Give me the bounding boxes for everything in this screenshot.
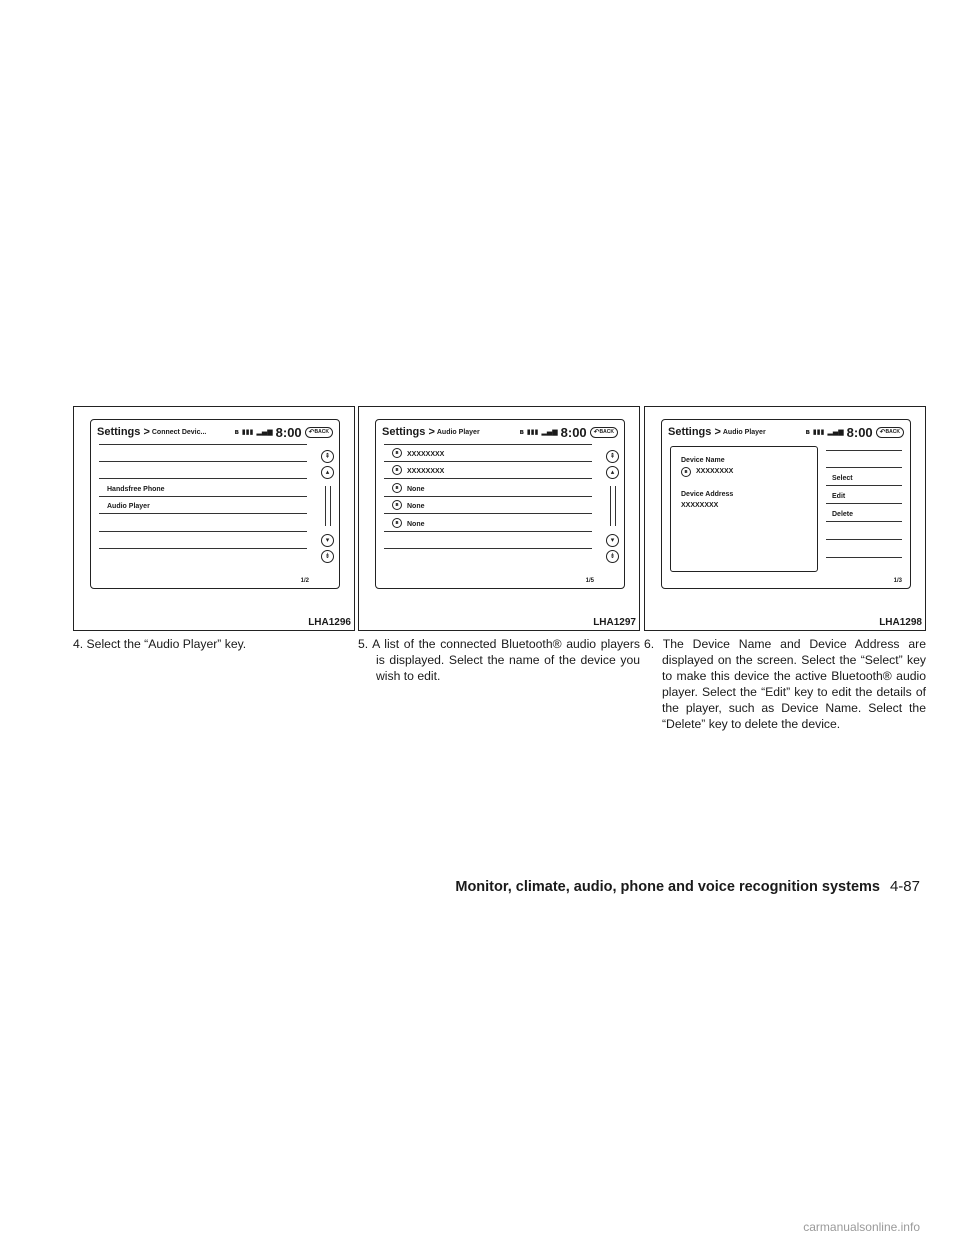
- list-item[interactable]: [99, 444, 307, 462]
- battery-icon: ▮▮▮: [526, 428, 539, 436]
- list-item[interactable]: [384, 444, 592, 462]
- device-name-row: [681, 466, 807, 477]
- option-blank[interactable]: [826, 450, 902, 468]
- figure-audio-player-list: [358, 406, 640, 631]
- scroll-top-icon[interactable]: ⇞: [606, 450, 619, 463]
- device-address-label: Device Address: [681, 491, 734, 498]
- list-item[interactable]: [384, 514, 592, 532]
- list-item[interactable]: [384, 462, 592, 480]
- caption-text: 4. Select the “Audio Player” key.: [73, 637, 247, 651]
- list-item-label: Handsfree Phone: [107, 485, 165, 493]
- select-button[interactable]: [826, 468, 902, 486]
- screen-display: [661, 419, 911, 589]
- edit-button[interactable]: [826, 486, 902, 504]
- back-arrow-icon: ↶: [593, 427, 600, 436]
- clock: 8:00: [275, 424, 302, 440]
- bluetooth-icon: ʙ: [392, 483, 402, 493]
- bluetooth-icon: ʙ: [392, 518, 402, 528]
- list-item-audio-player[interactable]: [99, 497, 307, 515]
- breadcrumb-main: Settings >: [668, 426, 721, 438]
- device-name-value: XXXXXXXX: [696, 468, 734, 475]
- scroll-controls: [606, 450, 620, 562]
- signal-icon: ▂▄▆: [827, 428, 844, 436]
- figure-code: LHA1296: [308, 617, 351, 628]
- list-item[interactable]: [99, 514, 307, 532]
- screen-header: [97, 424, 333, 440]
- bluetooth-icon: ʙ: [392, 448, 402, 458]
- back-label: BACK: [599, 428, 614, 435]
- list-item-label: None: [407, 520, 425, 528]
- bluetooth-icon: ʙ: [681, 467, 691, 477]
- list-item[interactable]: [384, 479, 592, 497]
- signal-icon: ▂▄▆: [256, 428, 273, 436]
- list-item-label: XXXXXXXX: [407, 450, 445, 458]
- option-blank[interactable]: [826, 540, 902, 558]
- device-list: [384, 444, 592, 570]
- bluetooth-icon: ʙ: [392, 465, 402, 475]
- scrollbar[interactable]: [325, 486, 331, 526]
- figure-connect-devices: [73, 406, 355, 631]
- page-indicator: 1/3: [893, 578, 902, 584]
- page-indicator: 1/5: [585, 578, 594, 584]
- list-item-handsfree-phone[interactable]: [99, 479, 307, 497]
- battery-icon: ▮▮▮: [241, 428, 254, 436]
- list-item-label: XXXXXXXX: [407, 468, 445, 475]
- breadcrumb-main: Settings >: [382, 426, 435, 438]
- list-item-label: Audio Player: [107, 503, 150, 510]
- figure-code: LHA1298: [879, 617, 922, 628]
- back-button[interactable]: [305, 427, 333, 438]
- scroll-bottom-icon[interactable]: ⇟: [321, 550, 334, 563]
- breadcrumb-sub: Audio Player: [436, 428, 480, 436]
- screen-display: [90, 419, 340, 589]
- device-info-panel: [670, 446, 818, 572]
- list-item[interactable]: [99, 462, 307, 480]
- scroll-up-icon[interactable]: ▴: [606, 466, 619, 479]
- back-label: BACK: [885, 428, 900, 435]
- signal-icon: ▂▄▆: [541, 428, 558, 436]
- battery-icon: ▮▮▮: [812, 428, 825, 436]
- bluetooth-icon: ʙ: [234, 428, 239, 436]
- back-arrow-icon: ↶: [879, 427, 886, 436]
- option-label: Select: [832, 475, 853, 482]
- back-button[interactable]: [876, 427, 904, 438]
- screen-header: [382, 424, 618, 440]
- status-bar: [805, 425, 904, 440]
- breadcrumb-main: Settings >: [97, 426, 150, 438]
- scrollbar[interactable]: [610, 486, 616, 526]
- breadcrumb-sub: Audio Player: [722, 428, 766, 436]
- screen-display: [375, 419, 625, 589]
- scroll-down-icon[interactable]: ▾: [606, 534, 619, 547]
- status-bar: [519, 425, 618, 440]
- clock: 8:00: [846, 424, 873, 440]
- caption-step-4: [73, 636, 355, 652]
- caption-text: 5. A list of the connected Bluetooth® audio players is displayed. Select the name of the device you wish to edit.: [358, 637, 640, 683]
- option-list: [826, 450, 902, 558]
- menu-list: [99, 444, 307, 570]
- scroll-up-icon[interactable]: ▴: [321, 466, 334, 479]
- caption-text: 6. The Device Name and Device Address are displayed on the screen. Select the “Select” key to make this device the active Bluetooth® audio player. Select the “Edit” key to edit the details of the player, such as Device Name. Select the “Delete” key to delete the device.: [644, 637, 926, 731]
- option-label: Delete: [832, 511, 854, 518]
- list-item-label: None: [407, 503, 425, 510]
- back-button[interactable]: [590, 427, 618, 438]
- scroll-top-icon[interactable]: ⇞: [321, 450, 334, 463]
- section-title: Monitor, climate, audio, phone and voice recognition systems: [455, 879, 880, 895]
- list-item[interactable]: [384, 497, 592, 515]
- back-label: BACK: [314, 428, 329, 435]
- figure-code: LHA1297: [593, 617, 636, 628]
- list-item[interactable]: [99, 532, 307, 550]
- back-arrow-icon: ↶: [308, 427, 315, 436]
- caption-step-5: [358, 636, 640, 684]
- scroll-controls: [321, 450, 335, 562]
- page-number: 4-87: [889, 878, 920, 895]
- page-footer: [455, 878, 920, 895]
- bluetooth-icon: ʙ: [392, 500, 402, 510]
- device-address-value: XXXXXXXX: [681, 502, 719, 509]
- option-blank[interactable]: [826, 522, 902, 540]
- option-label: Edit: [832, 493, 846, 500]
- page-indicator: 1/2: [300, 578, 309, 584]
- screen-header: [668, 424, 904, 440]
- list-item[interactable]: [384, 532, 592, 550]
- scroll-down-icon[interactable]: ▾: [321, 534, 334, 547]
- device-name-label: Device Name: [681, 457, 725, 464]
- figure-device-details: [644, 406, 926, 631]
- breadcrumb-sub: Connect Devic...: [151, 428, 207, 436]
- status-bar: [234, 425, 333, 440]
- delete-button[interactable]: [826, 504, 902, 522]
- scroll-bottom-icon[interactable]: ⇟: [606, 550, 619, 563]
- bluetooth-icon: ʙ: [805, 428, 810, 436]
- caption-step-6: [644, 636, 926, 732]
- clock: 8:00: [560, 424, 587, 440]
- bluetooth-icon: ʙ: [519, 428, 524, 436]
- watermark: carmanualsonline.info: [803, 1220, 920, 1234]
- list-item-label: None: [407, 485, 425, 493]
